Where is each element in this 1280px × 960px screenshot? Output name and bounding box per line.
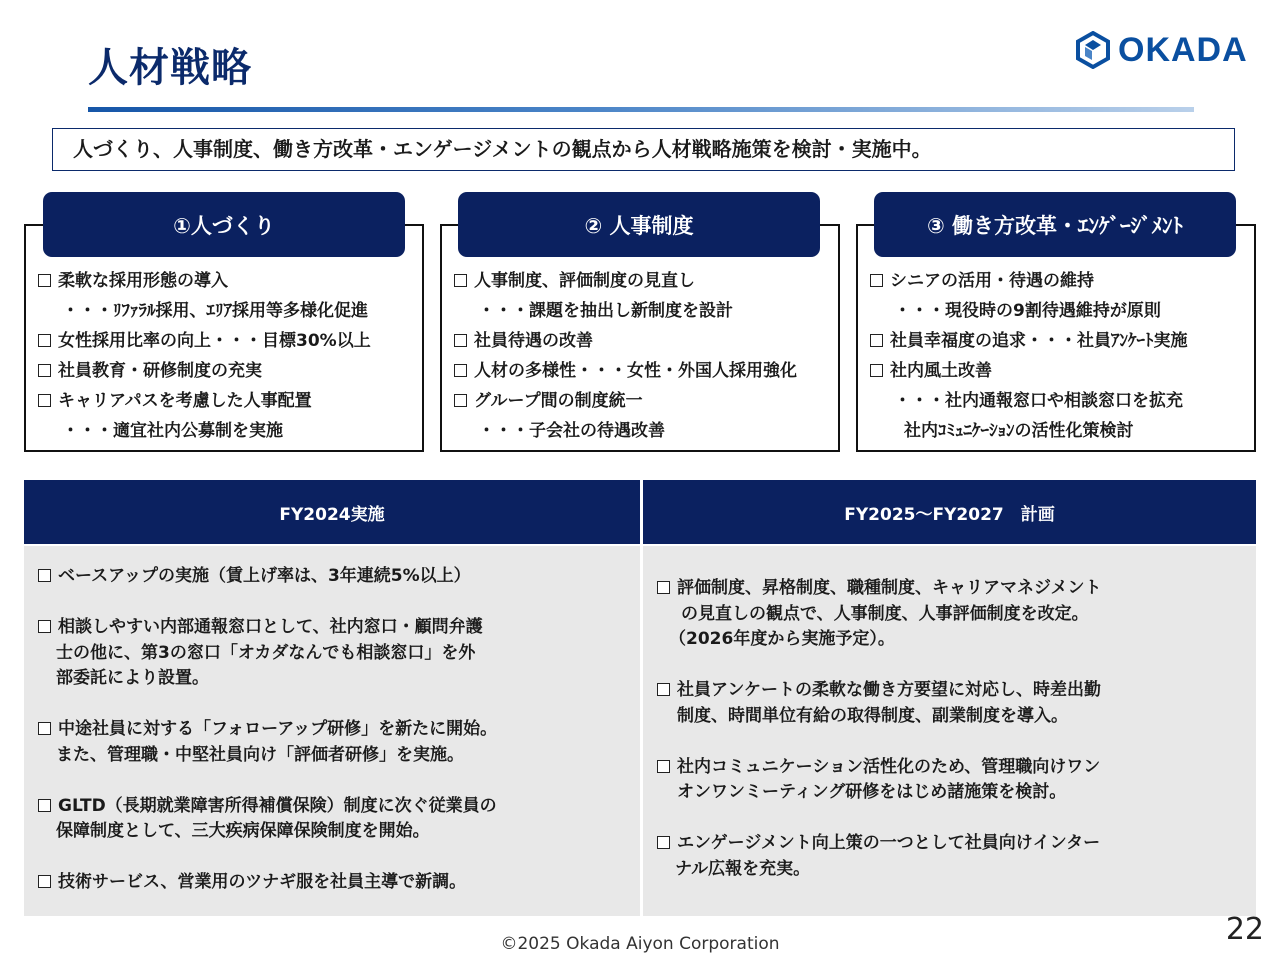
checkbox-icon xyxy=(38,569,51,582)
card-content-hatarakikata xyxy=(870,266,1188,446)
checkbox-icon xyxy=(38,799,51,812)
checkbox-icon xyxy=(657,581,670,594)
title-underline xyxy=(88,107,1194,112)
card-line: ・・・社内通報窓口や相談窓口を拡充 xyxy=(894,391,1183,411)
logo-text: OKADA xyxy=(1118,30,1248,69)
table-header-fy2025-2027: FY2025～FY2027 計画 xyxy=(643,480,1256,544)
table-cell-fy2025-2027: 評価制度、昇格制度、職種制度、キャリアマネジメント の見直しの観点で、人事制度、人事評価制度を改定。 （2026年度から実施予定）。 社員アンケートの柔軟な働き方要望に対応し、時差出勤 制度、時間単位有給の取得制度、副業制度を導入。 社内コミュニケーション活性化のため、管理職向けワン オンワンミーティング研修をはじめ諸施策を検討。 エンゲージメント向上策の一つとして社員向けインター ナル広報を充実。 xyxy=(643,546,1256,916)
card-line: 女性採用比率の向上・・・目標30%以上 xyxy=(38,326,371,356)
checkbox-icon xyxy=(454,274,467,287)
checkbox-icon xyxy=(657,836,670,849)
checkbox-icon xyxy=(38,394,51,407)
checkbox-icon xyxy=(38,334,51,347)
list-item: 社内コミュニケーション活性化のため、管理職向けワン xyxy=(657,755,1102,781)
card-line: キャリアパスを考慮した人事配置 xyxy=(38,386,371,416)
checkbox-icon xyxy=(454,334,467,347)
checkbox-icon xyxy=(38,620,51,633)
card-line: ・・・課題を抽出し新制度を設計 xyxy=(478,301,733,321)
company-logo xyxy=(1076,30,1248,70)
summary-banner: 人づくり、人事制度、働き方改革・エンゲージメントの観点から人材戦略施策を検討・実施中。 xyxy=(52,128,1235,171)
list-item: エンゲージメント向上策の一つとして社員向けインター xyxy=(657,831,1102,857)
checkbox-icon xyxy=(657,683,670,696)
checkbox-icon xyxy=(38,722,51,735)
checkbox-icon xyxy=(870,364,883,377)
checkbox-icon xyxy=(870,334,883,347)
checkbox-icon xyxy=(454,364,467,377)
plan-table xyxy=(24,480,1256,916)
card-line: 社員待遇の改善 xyxy=(454,326,797,356)
checkbox-icon xyxy=(657,760,670,773)
copyright-footer: ©2025 Okada Aiyon Corporation xyxy=(500,934,780,954)
page-number: 22 xyxy=(1225,912,1264,947)
list-item: 評価制度、昇格制度、職種制度、キャリアマネジメント xyxy=(657,576,1102,602)
card-line: 社内風土改善 xyxy=(870,356,1188,386)
card-line: 人事制度、評価制度の見直し xyxy=(454,266,797,296)
checkbox-icon xyxy=(38,875,51,888)
list-item: 相談しやすい内部通報窓口として、社内窓口・顧問弁護 xyxy=(38,615,497,641)
list-item: ベースアップの実施（賃上げ率は、3年連続5%以上） xyxy=(38,564,497,590)
list-item: 中途社員に対する「フォローアップ研修」を新たに開始。 xyxy=(38,717,497,743)
card-line: ・・・現役時の9割待遇維持が原則 xyxy=(894,301,1161,321)
card-content-jinji-seido xyxy=(454,266,797,446)
card-line: 柔軟な採用形態の導入 xyxy=(38,266,371,296)
table-cell-fy2024: ベースアップの実施（賃上げ率は、3年連続5%以上） 相談しやすい内部通報窓口として、社内窓口・顧問弁護 士の他に、第3の窓口「オカダなんでも相談窓口」を外 部委託により設置。 中途社員に対する「フォローアップ研修」を新たに開始。 また、管理職・中堅社員向け「評価者研修」を実施。 GLTD（長期就業障害所得補償保険）制度に次ぐ従業員の 保障制度として、三大疾病保障保険制度を開始。 技術サービス、営業用のツナギ服を社員主導で新調。 xyxy=(24,546,640,916)
card-line: 人材の多様性・・・女性・外国人採用強化 xyxy=(454,356,797,386)
card-title-hitozukuri: ①人づくり xyxy=(43,192,405,257)
table-header-fy2024: FY2024実施 xyxy=(24,480,640,544)
card-line: シニアの活用・待遇の維持 xyxy=(870,266,1188,296)
checkbox-icon xyxy=(38,364,51,377)
card-content-hitozukuri xyxy=(38,266,371,446)
card-line: 社員教育・研修制度の充実 xyxy=(38,356,371,386)
checkbox-icon xyxy=(38,274,51,287)
card-line: グループ間の制度統一 xyxy=(454,386,797,416)
card-title-hatarakikata: ③ 働き方改革・ｴﾝｹﾞｰｼﾞﾒﾝﾄ xyxy=(874,192,1236,257)
card-title-jinji-seido: ② 人事制度 xyxy=(458,192,820,257)
list-item: GLTD（長期就業障害所得補償保険）制度に次ぐ従業員の xyxy=(38,794,497,820)
page-title: 人材戦略 xyxy=(88,45,252,91)
list-item: 社員アンケートの柔軟な働き方要望に対応し、時差出勤 xyxy=(657,678,1102,704)
card-line: ・・・子会社の待遇改善 xyxy=(478,421,665,441)
card-line: 社内ｺﾐｭﾆｹｰｼｮﾝの活性化策検討 xyxy=(904,421,1134,441)
card-line: ・・・ﾘﾌｧﾗﾙ採用、ｴﾘｱ採用等多様化促進 xyxy=(62,301,368,321)
checkbox-icon xyxy=(454,394,467,407)
card-line: 社員幸福度の追求・・・社員ｱﾝｹｰﾄ実施 xyxy=(870,326,1188,356)
list-item: 技術サービス、営業用のツナギ服を社員主導で新調。 xyxy=(38,870,497,896)
card-line: ・・・適宜社内公募制を実施 xyxy=(62,421,283,441)
okada-hexagon-icon xyxy=(1076,31,1110,69)
checkbox-icon xyxy=(870,274,883,287)
